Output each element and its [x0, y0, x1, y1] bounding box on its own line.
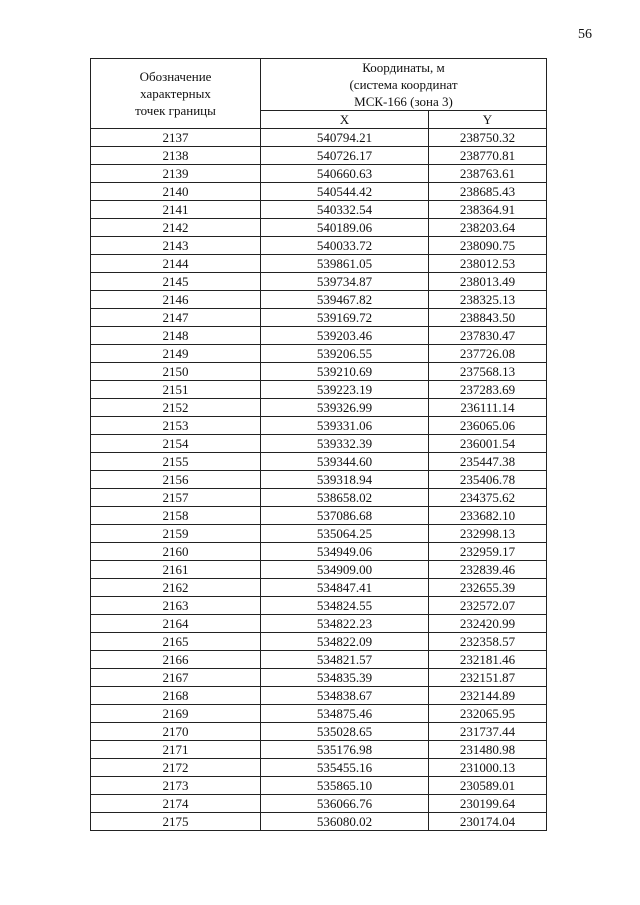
y-coordinate-cell: 238203.64 [429, 219, 547, 237]
point-number-cell: 2174 [91, 795, 261, 813]
x-coordinate-cell: 535176.98 [261, 741, 429, 759]
table-row [91, 507, 547, 525]
point-number-cell: 2143 [91, 237, 261, 255]
x-coordinate-cell: 539467.82 [261, 291, 429, 309]
point-number-cell: 2167 [91, 669, 261, 687]
y-coordinate-cell: 238685.43 [429, 183, 547, 201]
y-coordinate-cell: 237283.69 [429, 381, 547, 399]
x-coordinate-cell: 539344.60 [261, 453, 429, 471]
point-number-cell: 2147 [91, 309, 261, 327]
coords-header-line-3: МСК-166 (зона 3) [354, 94, 453, 109]
y-coordinate-cell: 238013.49 [429, 273, 547, 291]
table-row [91, 345, 547, 363]
point-number-cell: 2168 [91, 687, 261, 705]
x-coordinate-cell: 539734.87 [261, 273, 429, 291]
table-row [91, 723, 547, 741]
x-coordinate-cell: 539332.39 [261, 435, 429, 453]
x-coordinate-cell: 536066.76 [261, 795, 429, 813]
x-coordinate-cell: 535865.10 [261, 777, 429, 795]
table-row [91, 183, 547, 201]
y-coordinate-cell: 238770.81 [429, 147, 547, 165]
point-number-cell: 2161 [91, 561, 261, 579]
table-row [91, 597, 547, 615]
y-coordinate-cell: 233682.10 [429, 507, 547, 525]
point-number-cell: 2141 [91, 201, 261, 219]
y-coordinate-cell: 238364.91 [429, 201, 547, 219]
x-coordinate-cell: 534824.55 [261, 597, 429, 615]
y-coordinate-cell: 238763.61 [429, 165, 547, 183]
x-coordinate-cell: 540189.06 [261, 219, 429, 237]
y-coordinate-cell: 232144.89 [429, 687, 547, 705]
y-coordinate-cell: 232181.46 [429, 651, 547, 669]
x-coordinate-cell: 538658.02 [261, 489, 429, 507]
y-coordinate-cell: 235406.78 [429, 471, 547, 489]
coords-header-line-1: Координаты, м [362, 60, 445, 75]
table-row [91, 363, 547, 381]
y-coordinate-cell: 232655.39 [429, 579, 547, 597]
y-coordinate-cell: 231480.98 [429, 741, 547, 759]
y-coordinate-cell: 232420.99 [429, 615, 547, 633]
x-coordinate-cell: 535064.25 [261, 525, 429, 543]
point-header-line-3: точек границы [135, 103, 216, 118]
point-number-cell: 2169 [91, 705, 261, 723]
table-body [91, 129, 547, 831]
table-row [91, 651, 547, 669]
x-coordinate-cell: 539206.55 [261, 345, 429, 363]
x-coordinate-cell: 539326.99 [261, 399, 429, 417]
point-number-cell: 2151 [91, 381, 261, 399]
y-coordinate-cell: 237726.08 [429, 345, 547, 363]
table-row [91, 399, 547, 417]
table-row [91, 453, 547, 471]
y-coordinate-cell: 232151.87 [429, 669, 547, 687]
y-coordinate-cell: 236111.14 [429, 399, 547, 417]
x-coordinate-cell: 534847.41 [261, 579, 429, 597]
table-row [91, 147, 547, 165]
x-coordinate-cell: 539203.46 [261, 327, 429, 345]
x-coordinate-cell: 535028.65 [261, 723, 429, 741]
x-coordinate-cell: 540544.42 [261, 183, 429, 201]
y-coordinate-cell: 236065.06 [429, 417, 547, 435]
x-coordinate-cell: 534835.39 [261, 669, 429, 687]
table-row [91, 795, 547, 813]
x-coordinate-cell: 539331.06 [261, 417, 429, 435]
table-row [91, 615, 547, 633]
point-number-cell: 2175 [91, 813, 261, 831]
y-coordinate-cell: 231737.44 [429, 723, 547, 741]
point-number-cell: 2157 [91, 489, 261, 507]
table-row [91, 165, 547, 183]
table-row [91, 291, 547, 309]
x-coordinate-cell: 539210.69 [261, 363, 429, 381]
point-number-cell: 2144 [91, 255, 261, 273]
table-row [91, 759, 547, 777]
point-header-line-1: Обозначение [139, 69, 212, 84]
point-number-cell: 2171 [91, 741, 261, 759]
table-row [91, 687, 547, 705]
table-row [91, 435, 547, 453]
y-coordinate-cell: 230174.04 [429, 813, 547, 831]
x-coordinate-cell: 539861.05 [261, 255, 429, 273]
table-row [91, 219, 547, 237]
x-coordinate-cell: 539169.72 [261, 309, 429, 327]
point-header-line-2: характерных [140, 86, 211, 101]
x-coordinate-cell: 537086.68 [261, 507, 429, 525]
x-coordinate-cell: 540794.21 [261, 129, 429, 147]
y-coordinate-cell: 238090.75 [429, 237, 547, 255]
point-number-cell: 2155 [91, 453, 261, 471]
coordinates-table [90, 58, 547, 831]
table-row [91, 489, 547, 507]
table-row [91, 201, 547, 219]
page-number: 56 [578, 27, 592, 42]
table-row [91, 471, 547, 489]
point-number-cell: 2149 [91, 345, 261, 363]
y-coordinate-cell: 232572.07 [429, 597, 547, 615]
table-row [91, 273, 547, 291]
x-coordinate-cell: 540332.54 [261, 201, 429, 219]
point-number-cell: 2138 [91, 147, 261, 165]
table-row [91, 561, 547, 579]
y-coordinate-cell: 230589.01 [429, 777, 547, 795]
y-column-header: Y [429, 111, 547, 129]
table-row [91, 579, 547, 597]
x-coordinate-cell: 539223.19 [261, 381, 429, 399]
table-row [91, 669, 547, 687]
y-coordinate-cell: 232998.13 [429, 525, 547, 543]
y-coordinate-cell: 231000.13 [429, 759, 547, 777]
x-coordinate-cell: 540726.17 [261, 147, 429, 165]
x-coordinate-cell: 540033.72 [261, 237, 429, 255]
table-row [91, 255, 547, 273]
point-number-cell: 2156 [91, 471, 261, 489]
y-coordinate-cell: 235447.38 [429, 453, 547, 471]
point-number-cell: 2159 [91, 525, 261, 543]
table-row [91, 525, 547, 543]
y-coordinate-cell: 232358.57 [429, 633, 547, 651]
table-row [91, 543, 547, 561]
point-number-cell: 2140 [91, 183, 261, 201]
point-number-cell: 2166 [91, 651, 261, 669]
table-row [91, 777, 547, 795]
y-coordinate-cell: 230199.64 [429, 795, 547, 813]
x-coordinate-cell: 534838.67 [261, 687, 429, 705]
point-number-cell: 2148 [91, 327, 261, 345]
coordinates-header [261, 59, 547, 111]
x-coordinate-cell: 534822.09 [261, 633, 429, 651]
point-number-cell: 2165 [91, 633, 261, 651]
x-coordinate-cell: 534949.06 [261, 543, 429, 561]
point-number-cell: 2139 [91, 165, 261, 183]
point-number-cell: 2160 [91, 543, 261, 561]
point-number-cell: 2164 [91, 615, 261, 633]
table-row [91, 381, 547, 399]
point-number-cell: 2153 [91, 417, 261, 435]
point-number-cell: 2142 [91, 219, 261, 237]
y-coordinate-cell: 237568.13 [429, 363, 547, 381]
table-row [91, 813, 547, 831]
point-number-cell: 2146 [91, 291, 261, 309]
y-coordinate-cell: 232839.46 [429, 561, 547, 579]
y-coordinate-cell: 236001.54 [429, 435, 547, 453]
x-coordinate-cell: 534821.57 [261, 651, 429, 669]
point-number-cell: 2145 [91, 273, 261, 291]
y-coordinate-cell: 234375.62 [429, 489, 547, 507]
x-coordinate-cell: 534875.46 [261, 705, 429, 723]
table-row [91, 633, 547, 651]
point-number-cell: 2162 [91, 579, 261, 597]
point-number-cell: 2173 [91, 777, 261, 795]
table-row [91, 705, 547, 723]
table-row [91, 129, 547, 147]
y-coordinate-cell: 232959.17 [429, 543, 547, 561]
point-number-cell: 2152 [91, 399, 261, 417]
table-row [91, 741, 547, 759]
table-row [91, 417, 547, 435]
table-header [91, 59, 547, 129]
point-number-cell: 2150 [91, 363, 261, 381]
y-coordinate-cell: 238750.32 [429, 129, 547, 147]
point-number-cell: 2154 [91, 435, 261, 453]
x-coordinate-cell: 534822.23 [261, 615, 429, 633]
x-coordinate-cell: 535455.16 [261, 759, 429, 777]
point-number-cell: 2137 [91, 129, 261, 147]
x-coordinate-cell: 539318.94 [261, 471, 429, 489]
x-coordinate-cell: 540660.63 [261, 165, 429, 183]
point-designation-header [91, 59, 261, 129]
y-coordinate-cell: 238012.53 [429, 255, 547, 273]
y-coordinate-cell: 238325.13 [429, 291, 547, 309]
point-number-cell: 2170 [91, 723, 261, 741]
table-row [91, 237, 547, 255]
y-coordinate-cell: 238843.50 [429, 309, 547, 327]
coords-header-line-2: (система координат [349, 77, 458, 92]
point-number-cell: 2172 [91, 759, 261, 777]
x-column-header: X [261, 111, 429, 129]
point-number-cell: 2158 [91, 507, 261, 525]
table-row [91, 309, 547, 327]
point-number-cell: 2163 [91, 597, 261, 615]
table-row [91, 327, 547, 345]
y-coordinate-cell: 232065.95 [429, 705, 547, 723]
x-coordinate-cell: 536080.02 [261, 813, 429, 831]
y-coordinate-cell: 237830.47 [429, 327, 547, 345]
x-coordinate-cell: 534909.00 [261, 561, 429, 579]
